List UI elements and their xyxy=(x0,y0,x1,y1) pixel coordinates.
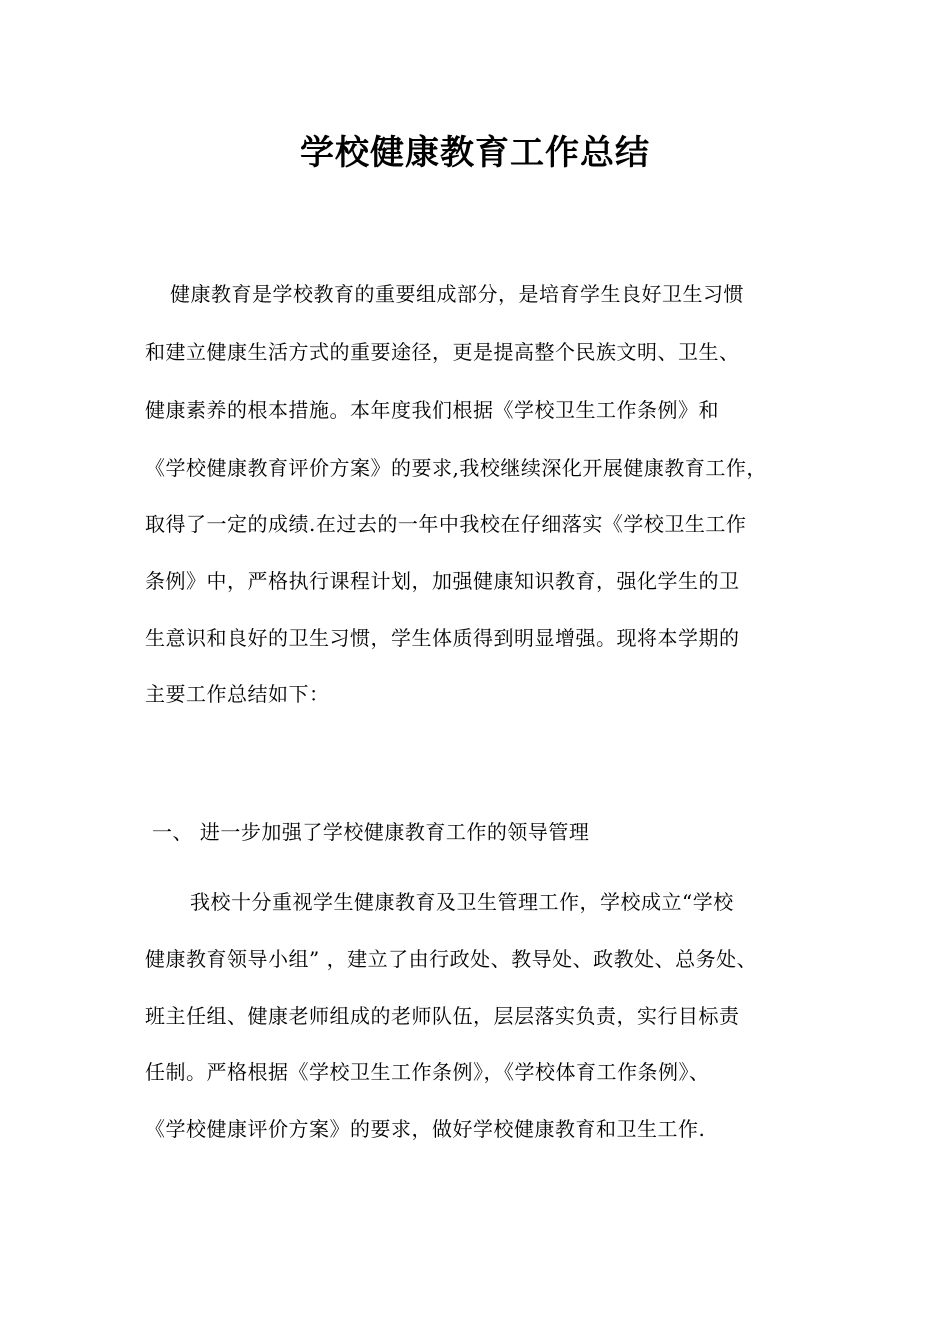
section-body-line: 任制。严格根据《学校卫生工作条例》，《学校体育工作条例》、 xyxy=(145,1060,710,1084)
intro-line: 取得了一定的成绩.在过去的一年中我校在仔细落实《学校卫生工作 xyxy=(145,512,747,536)
intro-line: 健康素养的根本措施。本年度我们根据《学校卫生工作条例》和 xyxy=(145,398,719,422)
document-title: 学校健康教育工作总结 xyxy=(300,133,650,173)
intro-line: 生意识和良好的卫生习惯，学生体质得到明显增强。现将本学期的 xyxy=(145,626,740,650)
intro-line: 条例》中，严格执行课程计划，加强健康知识教育，强化学生的卫 xyxy=(145,569,740,593)
intro-line: 《学校健康教育评价方案》的要求,我校继续深化开展健康教育工作， xyxy=(145,456,767,480)
section-body-line: 《学校健康评价方案》的要求，做好学校健康教育和卫生工作. xyxy=(145,1117,706,1141)
intro-line: 和建立健康生活方式的重要途径，更是提高整个民族文明、卫生、 xyxy=(145,340,740,364)
intro-line: 健康教育是学校教育的重要组成部分，是培育学生良好卫生习惯 xyxy=(170,282,744,306)
section-body-line: 我校十分重视学生健康教育及卫生管理工作，学校成立“学校 xyxy=(190,890,734,914)
section-body-line: 班主任组、健康老师组成的老师队伍，层层落实负责，实行目标责 xyxy=(145,1004,740,1028)
section-body-line: 健康教育领导小组” ，建立了由行政处、教导处、政教处、总务处、 xyxy=(145,947,758,971)
section-heading: 一、 进一步加强了学校健康教育工作的领导管理 xyxy=(152,820,590,844)
intro-line: 主要工作总结如下： xyxy=(145,682,330,706)
